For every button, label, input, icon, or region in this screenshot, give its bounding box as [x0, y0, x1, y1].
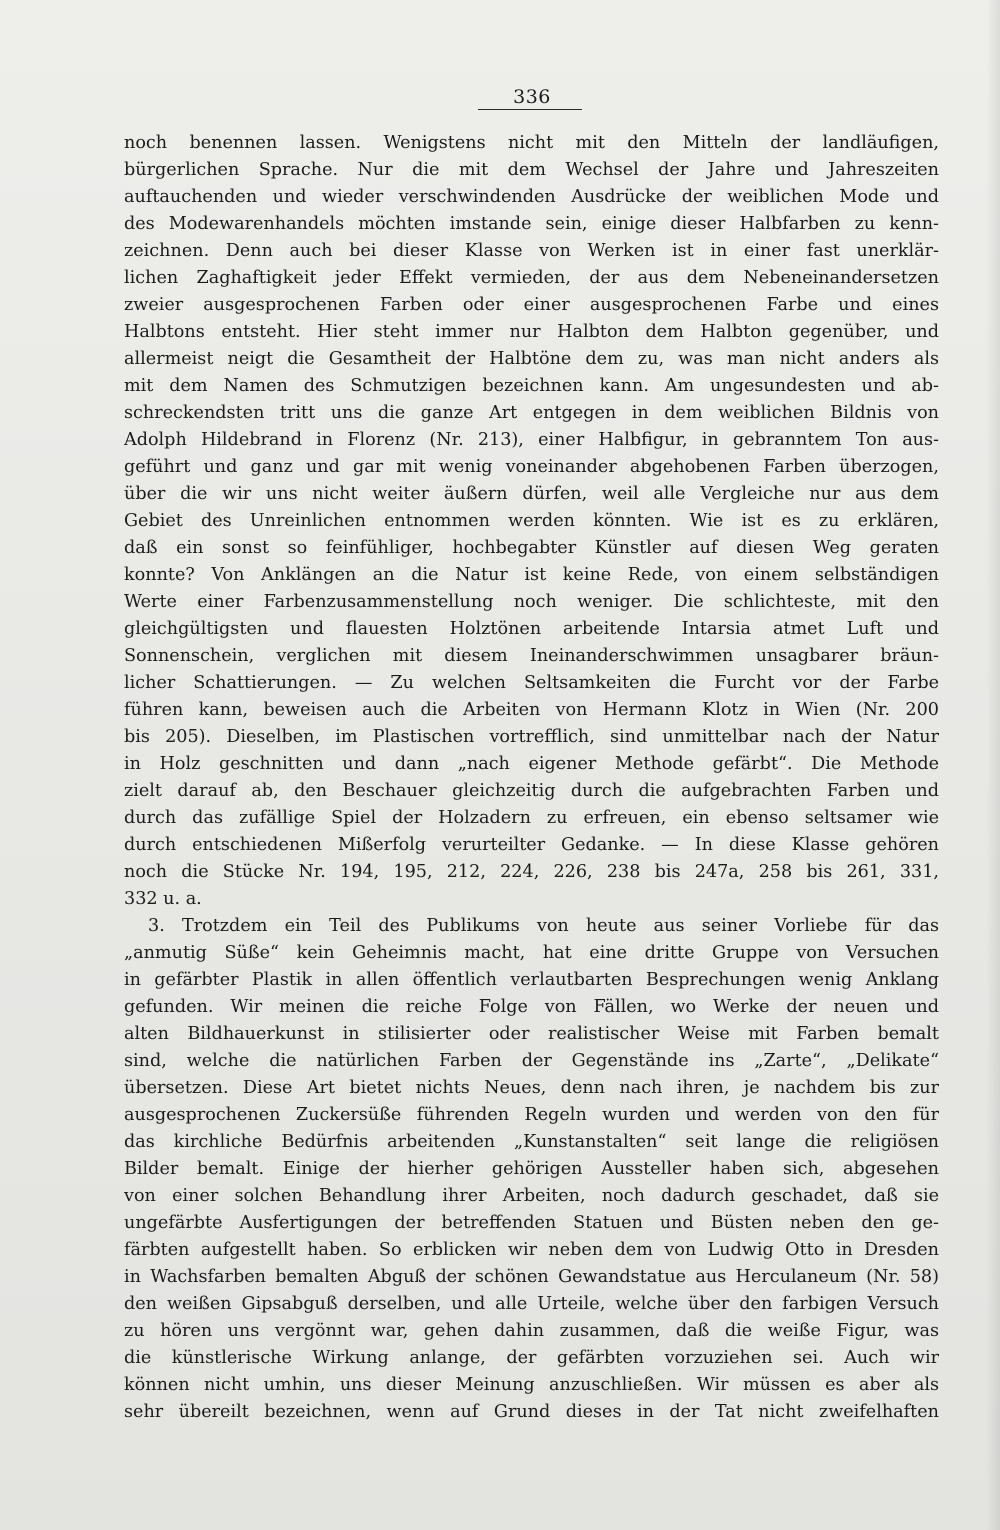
- text-line: Werte einer Farbenzusammenstellung noch weniger. Die schlichteste, mit den: [124, 592, 939, 612]
- text-line: ausgesprochenen Zuckersüße führenden Regeln wurden und werden von den für: [124, 1105, 939, 1125]
- text-line: konnte? Von Anklängen an die Natur ist keine Rede, von einem selbständigen: [124, 565, 939, 585]
- text-line: durch entschiedenen Mißerfolg verurteilter Gedanke. — In diese Klasse gehören: [124, 835, 939, 855]
- text-line: geführt und ganz und gar mit wenig voneinander abgehobenen Farben überzogen,: [124, 457, 939, 477]
- text-line: Gebiet des Unreinlichen entnommen werden könnten. Wie ist es zu erklären,: [124, 511, 939, 531]
- page-number-rule: [478, 109, 582, 110]
- text-line: in gefärbter Plastik in allen öffentlich verlautbarten Besprechungen wenig Anklang: [124, 970, 939, 990]
- text-line: gleichgültigsten und flauesten Holztönen arbeitende Intarsia atmet Luft und: [124, 619, 939, 639]
- text-line: durch das zufällige Spiel der Holzadern zu erfreuen, ein ebenso seltsamer wie: [124, 808, 939, 828]
- text-line: sind, welche die natürlichen Farben der Gegenstände ins „Zarte“, „Delikate“: [124, 1051, 939, 1071]
- text-line: zweier ausgesprochenen Farben oder einer ausgesprochenen Farbe und eines: [124, 295, 939, 315]
- page-edge-shadow: [986, 0, 1000, 1530]
- text-line: die künstlerische Wirkung anlange, der gefärbten vorzuziehen sei. Auch wir: [124, 1348, 939, 1368]
- text-line: mit dem Namen des Schmutzigen bezeichnen kann. Am ungesundesten und ab-: [124, 376, 939, 396]
- text-line: über die wir uns nicht weiter äußern dürfen, weil alle Vergleiche nur aus dem: [124, 484, 939, 504]
- text-line: sehr übereilt bezeichnen, wenn auf Grund dieses in der Tat nicht zweifelhaften: [124, 1402, 939, 1422]
- text-line: des Modewarenhandels möchten imstande sein, einige dieser Halbfarben zu kenn-: [124, 214, 939, 234]
- text-line: Sonnenschein, verglichen mit diesem Ineinanderschwimmen unsagbarer bräun-: [124, 646, 939, 666]
- text-line: Adolph Hildebrand in Florenz (Nr. 213), einer Halbfigur, in gebranntem Ton aus-: [124, 430, 939, 450]
- text-line: können nicht umhin, uns dieser Meinung anzuschließen. Wir müssen es aber als: [124, 1375, 939, 1395]
- text-line: alten Bildhauerkunst in stilisierter oder realistischer Weise mit Farben bemalt: [124, 1024, 939, 1044]
- text-line: das kirchliche Bedürfnis arbeitenden „Kunstanstalten“ seit lange die religiösen: [124, 1132, 939, 1152]
- text-line: zu hören uns vergönnt war, gehen dahin zusammen, daß die weiße Figur, was: [124, 1321, 939, 1341]
- text-line: bis 205). Dieselben, im Plastischen vortrefflich, sind unmittelbar nach der Natur: [124, 727, 939, 747]
- text-line: daß ein sonst so feinfühliger, hochbegabter Künstler auf diesen Weg geraten: [124, 538, 939, 558]
- text-line: von einer solchen Behandlung ihrer Arbeiten, noch dadurch geschadet, daß sie: [124, 1186, 939, 1206]
- text-line: Bilder bemalt. Einige der hierher gehörigen Aussteller haben sich, abgesehen: [124, 1159, 939, 1179]
- text-line: führen kann, beweisen auch die Arbeiten von Hermann Klotz in Wien (Nr. 200: [124, 700, 939, 720]
- text-line: ungefärbte Ausfertigungen der betreffenden Statuen und Büsten neben den ge-: [124, 1213, 939, 1233]
- text-line: allermeist neigt die Gesamtheit der Halbtöne dem zu, was man nicht anders als: [124, 349, 939, 369]
- text-line: zeichnen. Denn auch bei dieser Klasse von Werken ist in einer fast unerklär-: [124, 241, 939, 261]
- text-line: licher Schattierungen. — Zu welchen Seltsamkeiten die Furcht vor der Farbe: [124, 673, 939, 693]
- text-line: 332 u. a.: [124, 889, 202, 909]
- text-line: färbten aufgestellt haben. So erblicken wir neben dem von Ludwig Otto in Dresden: [124, 1240, 939, 1260]
- text-line: übersetzen. Diese Art bietet nichts Neues, denn nach ihren, je nachdem bis zur: [124, 1078, 939, 1098]
- text-line: noch die Stücke Nr. 194, 195, 212, 224, 226, 238 bis 247a, 258 bis 261, 331,: [124, 862, 939, 882]
- text-line: in Holz geschnitten und dann „nach eigener Methode gefärbt“. Die Methode: [124, 754, 939, 774]
- text-line: schreckendsten tritt uns die ganze Art entgegen in dem weiblichen Bildnis von: [124, 403, 939, 423]
- text-line: bürgerlichen Sprache. Nur die mit dem Wechsel der Jahre und Jahreszeiten: [124, 160, 939, 180]
- text-line: Halbtons entsteht. Hier steht immer nur Halbton dem Halbton gegenüber, und: [124, 322, 939, 342]
- text-line: in Wachsfarben bemalten Abguß der schönen Gewandstatue aus Herculaneum (Nr. 58): [124, 1267, 939, 1287]
- text-line: den weißen Gipsabguß derselben, und alle Urteile, welche über den farbigen Versuch: [124, 1294, 939, 1314]
- text-line: auftauchenden und wieder verschwindenden Ausdrücke der weiblichen Mode und: [124, 187, 939, 207]
- text-line: lichen Zaghaftigkeit jeder Effekt vermieden, der aus dem Nebeneinandersetzen: [124, 268, 939, 288]
- text-line: noch benennen lassen. Wenigstens nicht mit den Mitteln der landläufigen,: [124, 133, 939, 153]
- text-line: gefunden. Wir meinen die reiche Folge von Fällen, wo Werke der neuen und: [124, 997, 939, 1017]
- text-line: zielt darauf ab, den Beschauer gleichzeitig durch die aufgebrachten Farben und: [124, 781, 939, 801]
- page-number: 336: [513, 86, 551, 108]
- text-line: „anmutig Süße“ kein Geheimnis macht, hat eine dritte Gruppe von Versuchen: [124, 943, 939, 963]
- body-text: [124, 130, 939, 1426]
- paragraph-start-line: 3. Trotzdem ein Teil des Publikums von heute aus seiner Vorliebe für das: [148, 916, 939, 936]
